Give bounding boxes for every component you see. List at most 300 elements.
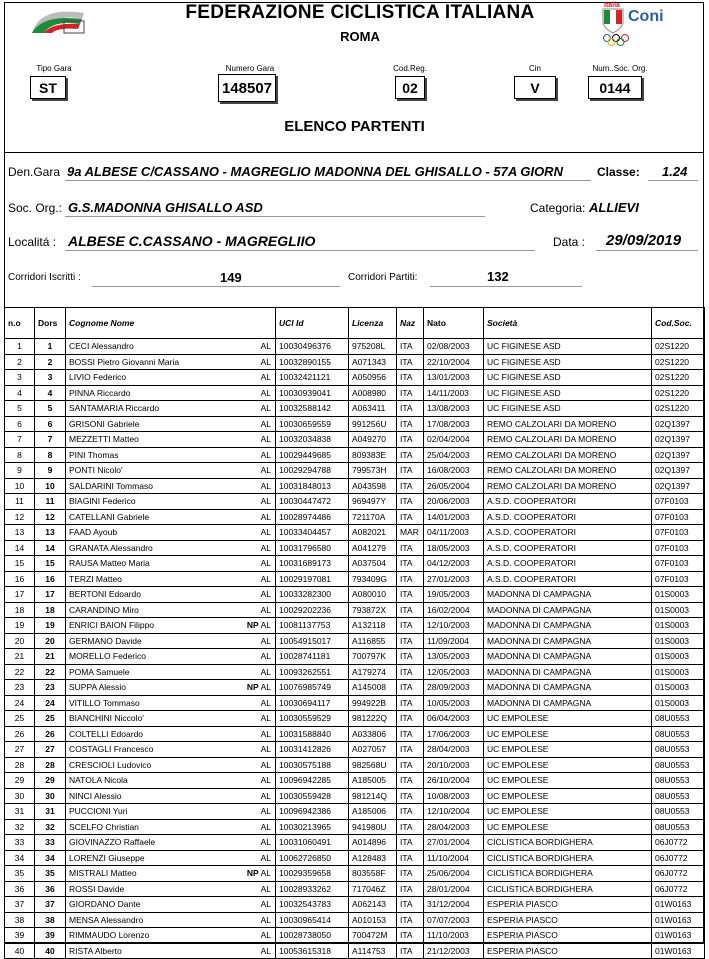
cell-name	[66, 463, 276, 479]
cell-name	[66, 804, 276, 820]
cell-societa: MADONNA DI CAMPAGNA	[484, 587, 652, 603]
table-row	[5, 463, 705, 479]
cell-uci-id: 10054915017	[276, 633, 349, 649]
table-row	[5, 385, 705, 401]
cell-societa: UC FIGINESE ASD	[484, 401, 652, 417]
cell-no: 6	[5, 416, 35, 432]
num-soc-org-box: 0144	[588, 76, 642, 99]
cell-nato: 14/11/2003	[424, 385, 484, 401]
np-flag: NP	[246, 868, 259, 878]
cell-nato: 16/02/2004	[424, 602, 484, 618]
rider-category	[261, 758, 271, 772]
rider-name: LORENZI Giuseppe	[69, 852, 145, 863]
cell-naz: ITA	[397, 726, 424, 742]
col-header-name: Cognome Nome	[66, 308, 276, 339]
cell-nato: 13/08/2003	[424, 401, 484, 417]
cell-cod-soc: 08U0553	[652, 819, 705, 835]
rider-name: BIAGINI Federico	[69, 496, 136, 507]
cell-uci-id: 10031588840	[276, 726, 349, 742]
cell-no: 24	[5, 695, 35, 711]
rider-category	[261, 479, 271, 493]
cell-name	[66, 788, 276, 804]
rider-category	[261, 634, 271, 648]
cell-nato: 13/01/2003	[424, 370, 484, 386]
cell-uci-id: 10029202236	[276, 602, 349, 618]
cell-nato: 11/09/2004	[424, 633, 484, 649]
cell-name	[66, 478, 276, 494]
cell-naz: ITA	[397, 478, 424, 494]
rider-name: RIMMAUDO Lorenzo	[69, 930, 150, 941]
category-code: AL	[260, 573, 271, 584]
cell-naz: ITA	[397, 835, 424, 851]
cell-cod-soc: 08U0553	[652, 773, 705, 789]
cell-uci-id: 10028741181	[276, 649, 349, 665]
category-code: AL	[260, 418, 271, 429]
rider-name: MEZZETTI Matteo	[69, 434, 139, 445]
table-row	[5, 866, 705, 882]
cell-dors: 18	[35, 602, 66, 618]
cell-licenza: 799573H	[349, 463, 397, 479]
cell-uci-id: 10030575188	[276, 757, 349, 773]
cell-naz: ITA	[397, 912, 424, 928]
table-row	[5, 928, 705, 944]
cell-dors: 37	[35, 897, 66, 913]
cell-cod-soc: 06J0772	[652, 866, 705, 882]
cell-uci-id: 10029359658	[276, 866, 349, 882]
table-row	[5, 354, 705, 370]
table-row	[5, 850, 705, 866]
rider-name: BERTONI Edoardo	[69, 589, 141, 600]
table-row	[5, 447, 705, 463]
cell-naz: ITA	[397, 664, 424, 680]
cell-dors: 28	[35, 757, 66, 773]
cell-nato: 11/10/2004	[424, 850, 484, 866]
cell-licenza: A063411	[349, 401, 397, 417]
rider-name: CARANDINO Miro	[69, 604, 139, 615]
rider-name: PINI Thomas	[69, 449, 119, 460]
page-subtitle: ROMA	[340, 29, 380, 44]
cell-naz: ITA	[397, 432, 424, 448]
cell-licenza: A049270	[349, 432, 397, 448]
table-row	[5, 912, 705, 928]
underline	[65, 216, 485, 217]
rider-category	[247, 618, 271, 632]
cell-cod-soc: 08U0553	[652, 711, 705, 727]
cell-licenza: A185006	[349, 804, 397, 820]
rider-category	[261, 913, 271, 927]
cell-cod-soc: 01W0163	[652, 912, 705, 928]
cell-cod-soc: 08U0553	[652, 804, 705, 820]
coni-logo	[600, 4, 680, 46]
rider-category	[261, 401, 271, 415]
cell-name	[66, 633, 276, 649]
col-header-cod-soc: Cod.Soc.	[652, 308, 705, 339]
cell-dors: 34	[35, 850, 66, 866]
cell-licenza: 700797K	[349, 649, 397, 665]
cell-no: 20	[5, 633, 35, 649]
cell-name	[66, 494, 276, 510]
category-code: AL	[260, 759, 271, 770]
cell-naz: ITA	[397, 804, 424, 820]
cell-naz: ITA	[397, 339, 424, 355]
cell-licenza: 994922B	[349, 695, 397, 711]
cell-societa: A.S.D. COOPERATORI	[484, 509, 652, 525]
cell-licenza: 793872X	[349, 602, 397, 618]
rider-category	[261, 448, 271, 462]
rider-name: ROSSI Davide	[69, 883, 125, 894]
soc-org-value: G.S.MADONNA GHISALLO ASD	[68, 200, 263, 215]
category-code: AL	[260, 341, 271, 351]
cell-naz: ITA	[397, 556, 424, 572]
category-code: AL	[260, 775, 271, 785]
cell-licenza: 721170A	[349, 509, 397, 525]
cell-nato: 16/08/2003	[424, 463, 484, 479]
cell-dors: 14	[35, 540, 66, 556]
soc-org-label: Soc. Org.:	[8, 201, 63, 215]
rider-name: RAUSA Matteo Maria	[69, 558, 150, 569]
cell-cod-soc: 02S1220	[652, 385, 705, 401]
rider-name: FAAD Ayoub	[69, 527, 118, 538]
cell-dors: 25	[35, 711, 66, 727]
col-header-licenza: Licenza	[349, 308, 397, 339]
category-code: AL	[260, 542, 271, 553]
elenco-partenti-heading: ELENCO PARTENTI	[284, 118, 425, 135]
table-row	[5, 788, 705, 804]
cell-licenza: 981214Q	[349, 788, 397, 804]
rider-name: BOSSI Pietro Giovanni Maria	[69, 356, 180, 367]
category-code: AL	[260, 496, 271, 506]
cell-nato: 19/05/2003	[424, 587, 484, 603]
cell-dors: 30	[35, 788, 66, 804]
cell-societa: REMO CALZOLARI DA MORENO	[484, 447, 652, 463]
partiti-label: Corridori Partiti:	[348, 272, 418, 283]
category-code: AL	[260, 728, 271, 739]
rider-name: BIANCHINI Niccolo'	[69, 713, 144, 724]
cell-naz: ITA	[397, 385, 424, 401]
table-row	[5, 509, 705, 525]
cell-uci-id: 10033282300	[276, 587, 349, 603]
rider-name: NINCI Alessio	[69, 790, 122, 801]
category-code: AL	[260, 511, 271, 522]
table-row	[5, 416, 705, 432]
cell-societa: ESPERIA PIASCO	[484, 897, 652, 913]
cell-dors: 16	[35, 571, 66, 587]
rider-category	[261, 882, 271, 896]
cell-licenza: 803558F	[349, 866, 397, 882]
cell-naz: ITA	[397, 881, 424, 897]
cell-cod-soc: 08U0553	[652, 726, 705, 742]
cell-nato: 06/04/2003	[424, 711, 484, 727]
cell-licenza: A041279	[349, 540, 397, 556]
category-code: AL	[260, 589, 271, 599]
cell-societa: UC EMPOLESE	[484, 711, 652, 727]
table-row	[5, 494, 705, 510]
rider-name: SALDARINI Tommaso	[69, 480, 153, 491]
cell-dors: 6	[35, 416, 66, 432]
table-row	[5, 587, 705, 603]
cell-uci-id: 10033404457	[276, 525, 349, 541]
cell-naz: ITA	[397, 850, 424, 866]
category-code: AL	[260, 806, 271, 816]
cell-name	[66, 943, 276, 959]
localita-value: ALBESE C.CASSANO - MAGREGLIIO	[68, 233, 316, 249]
table-row	[5, 881, 705, 897]
underline	[430, 286, 582, 287]
table-row	[5, 804, 705, 820]
cell-cod-soc: 01S0003	[652, 664, 705, 680]
cell-licenza: 975208L	[349, 339, 397, 355]
cell-licenza: 809383E	[349, 447, 397, 463]
category-code: AL	[260, 790, 271, 801]
iscritti-label: Corridori Iscritti :	[8, 272, 81, 283]
cell-uci-id: 10030939041	[276, 385, 349, 401]
cell-dors: 7	[35, 432, 66, 448]
cell-dors: 40	[35, 943, 66, 959]
cell-no: 10	[5, 478, 35, 494]
col-header-naz: Naz	[397, 308, 424, 339]
cell-nato: 18/05/2003	[424, 540, 484, 556]
cell-cod-soc: 07F0103	[652, 556, 705, 572]
cell-name	[66, 695, 276, 711]
cell-societa: CICLISTICA BORDIGHERA	[484, 835, 652, 851]
cell-cod-soc: 01S0003	[652, 633, 705, 649]
coni-brand-label: Coni	[628, 8, 664, 25]
table-row	[5, 757, 705, 773]
cell-naz: ITA	[397, 370, 424, 386]
cell-cod-soc: 02S1220	[652, 339, 705, 355]
cell-nato: 27/01/2004	[424, 835, 484, 851]
cell-naz: ITA	[397, 540, 424, 556]
rider-name: GIORDANO Dante	[69, 899, 141, 910]
table-row	[5, 478, 705, 494]
cell-cod-soc: 01S0003	[652, 680, 705, 696]
table-body	[5, 339, 705, 959]
cell-societa: MADONNA DI CAMPAGNA	[484, 602, 652, 618]
cell-dors: 33	[35, 835, 66, 851]
cell-nato: 02/08/2003	[424, 339, 484, 355]
cell-dors: 1	[35, 339, 66, 355]
cell-licenza: 969497Y	[349, 494, 397, 510]
cell-uci-id: 10029197081	[276, 571, 349, 587]
cell-licenza: A043598	[349, 478, 397, 494]
cell-naz: ITA	[397, 819, 424, 835]
table-row	[5, 432, 705, 448]
cell-societa: CICLISTICA BORDIGHERA	[484, 881, 652, 897]
cell-name	[66, 540, 276, 556]
cell-cod-soc: 01S0003	[652, 649, 705, 665]
cell-licenza: 981222Q	[349, 711, 397, 727]
cell-uci-id: 10030965414	[276, 912, 349, 928]
categoria-label: Categoria:	[530, 201, 586, 215]
cell-dors: 31	[35, 804, 66, 820]
cell-uci-id: 10031796580	[276, 540, 349, 556]
rider-name: SCELFO Christian	[69, 821, 139, 832]
rider-category	[261, 572, 271, 586]
cell-societa: UC EMPOLESE	[484, 757, 652, 773]
cell-dors: 38	[35, 912, 66, 928]
cell-name	[66, 912, 276, 928]
cell-no: 19	[5, 618, 35, 634]
category-code: AL	[260, 852, 271, 863]
cell-licenza: A062143	[349, 897, 397, 913]
cell-dors: 24	[35, 695, 66, 711]
rider-name: SANTAMARIA Riccardo	[69, 403, 160, 414]
cell-uci-id: 10032890155	[276, 354, 349, 370]
cell-naz: ITA	[397, 928, 424, 944]
rider-name: NATOLA Nicola	[69, 775, 128, 786]
page-title: FEDERAZIONE CICLISTICA ITALIANA	[185, 2, 535, 23]
rider-name: PINNA Riccardo	[69, 387, 131, 398]
cell-uci-id: 10030559428	[276, 788, 349, 804]
rider-category	[261, 541, 271, 555]
cell-societa: MADONNA DI CAMPAGNA	[484, 680, 652, 696]
cell-licenza: A050956	[349, 370, 397, 386]
cell-dors: 4	[35, 385, 66, 401]
underline	[65, 250, 535, 251]
underline	[92, 286, 340, 287]
cell-nato: 10/08/2003	[424, 788, 484, 804]
cell-name	[66, 819, 276, 835]
cell-naz: ITA	[397, 742, 424, 758]
cell-societa: ESPERIA PIASCO	[484, 943, 652, 959]
cell-dors: 27	[35, 742, 66, 758]
rider-category	[261, 370, 271, 384]
cell-uci-id: 10030496376	[276, 339, 349, 355]
start-list-table	[4, 307, 705, 959]
cell-licenza: A080010	[349, 587, 397, 603]
category-code: AL	[260, 868, 271, 878]
cell-cod-soc: 02Q1397	[652, 432, 705, 448]
cell-dors: 36	[35, 881, 66, 897]
rider-category	[261, 665, 271, 679]
tipo-gara-label: Tipo Gara	[36, 64, 72, 73]
cell-name	[66, 928, 276, 944]
cell-societa: UC FIGINESE ASD	[484, 354, 652, 370]
cell-naz: ITA	[397, 602, 424, 618]
cell-no: 39	[5, 928, 35, 944]
np-flag: NP	[246, 682, 259, 692]
cell-nato: 28/04/2003	[424, 742, 484, 758]
cell-licenza: 991256U	[349, 416, 397, 432]
cell-name	[66, 742, 276, 758]
category-code: AL	[260, 635, 271, 646]
cell-no: 28	[5, 757, 35, 773]
cell-nato: 25/06/2004	[424, 866, 484, 882]
cell-dors: 17	[35, 587, 66, 603]
rider-name: COLTELLI Edoardo	[69, 728, 144, 739]
cell-nato: 26/10/2004	[424, 773, 484, 789]
cell-uci-id: 10030694117	[276, 695, 349, 711]
cell-societa: UC EMPOLESE	[484, 742, 652, 758]
num-soc-org-label: Num..Soc. Org.	[592, 64, 648, 73]
cell-uci-id: 10093262551	[276, 664, 349, 680]
cell-nato: 04/11/2003	[424, 525, 484, 541]
cell-licenza: A033806	[349, 726, 397, 742]
cell-uci-id: 10031689173	[276, 556, 349, 572]
cell-cod-soc: 01W0163	[652, 928, 705, 944]
category-code: AL	[260, 372, 271, 382]
category-code: AL	[260, 899, 271, 909]
rider-name: GERMANO Davide	[69, 635, 142, 646]
cell-no: 9	[5, 463, 35, 479]
cell-dors: 20	[35, 633, 66, 649]
rider-category	[261, 711, 271, 725]
cell-no: 16	[5, 571, 35, 587]
cod-reg-box: 02	[395, 76, 425, 99]
cell-uci-id: 10076985749	[276, 680, 349, 696]
category-code: AL	[260, 480, 271, 491]
cell-dors: 3	[35, 370, 66, 386]
category-code: AL	[260, 945, 271, 956]
cell-naz: ITA	[397, 680, 424, 696]
cell-nato: 22/10/2004	[424, 354, 484, 370]
cell-nato: 04/12/2003	[424, 556, 484, 572]
rider-name: GIOVINAZZO Raffaele	[69, 837, 156, 848]
table-row	[5, 649, 705, 665]
numero-gara-box: 148507	[218, 74, 276, 102]
cell-no: 30	[5, 788, 35, 804]
table-row	[5, 897, 705, 913]
localita-label: Localitá :	[8, 235, 57, 249]
cell-no: 34	[5, 850, 35, 866]
cell-name	[66, 711, 276, 727]
cell-licenza: A027057	[349, 742, 397, 758]
cell-societa: MADONNA DI CAMPAGNA	[484, 633, 652, 649]
rider-category	[261, 339, 271, 353]
cell-naz: ITA	[397, 773, 424, 789]
category-code: AL	[260, 713, 271, 723]
cell-no: 35	[5, 866, 35, 882]
cell-societa: UC EMPOLESE	[484, 773, 652, 789]
col-header-societa: Società	[484, 308, 652, 339]
cell-nato: 12/05/2003	[424, 664, 484, 680]
cell-nato: 12/10/2003	[424, 618, 484, 634]
cell-naz: ITA	[397, 494, 424, 510]
table-header-row	[5, 308, 705, 339]
cell-no: 18	[5, 602, 35, 618]
cell-no: 4	[5, 385, 35, 401]
cell-name	[66, 525, 276, 541]
cell-uci-id: 10030447472	[276, 494, 349, 510]
cell-uci-id: 10030559529	[276, 711, 349, 727]
category-code: AL	[260, 930, 271, 940]
category-code: AL	[260, 434, 271, 444]
cell-no: 37	[5, 897, 35, 913]
cell-naz: ITA	[397, 401, 424, 417]
cell-uci-id: 10032543783	[276, 897, 349, 913]
cell-societa: CICLISTICA BORDIGHERA	[484, 866, 652, 882]
categoria-value: ALLIEVI	[589, 200, 639, 215]
category-code: AL	[260, 666, 271, 677]
col-header-uci: UCI Id	[276, 308, 349, 339]
underline	[65, 180, 591, 181]
cell-uci-id: 10030659559	[276, 416, 349, 432]
category-code: AL	[260, 837, 271, 847]
cell-no: 21	[5, 649, 35, 665]
category-code: AL	[260, 914, 271, 925]
cell-cod-soc: 01W0163	[652, 897, 705, 913]
cell-naz: ITA	[397, 354, 424, 370]
cell-naz: ITA	[397, 711, 424, 727]
cell-name	[66, 835, 276, 851]
cell-no: 32	[5, 819, 35, 835]
cell-naz: MAR	[397, 525, 424, 541]
cell-cod-soc: 01S0003	[652, 602, 705, 618]
cell-naz: ITA	[397, 416, 424, 432]
cell-name	[66, 571, 276, 587]
table-row	[5, 695, 705, 711]
cell-uci-id: 10032421121	[276, 370, 349, 386]
